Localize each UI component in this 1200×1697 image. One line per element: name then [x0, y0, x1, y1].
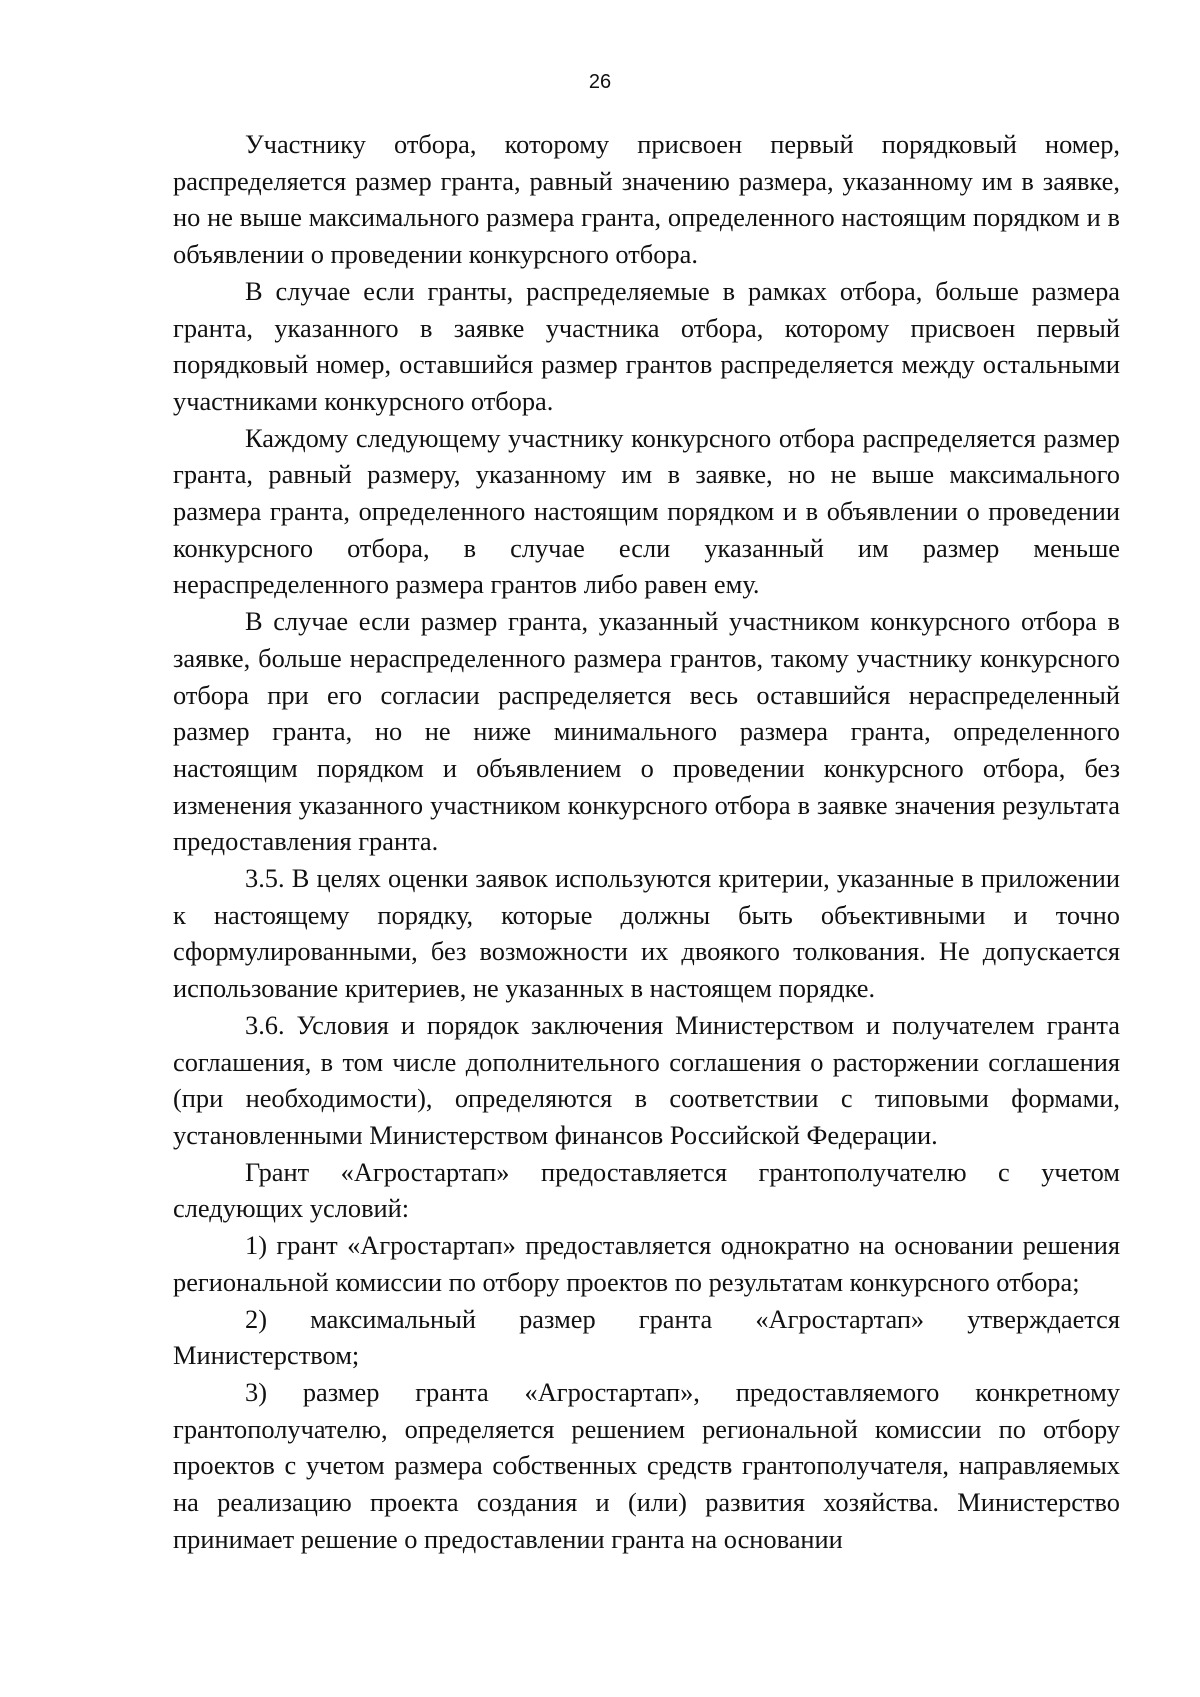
- page-number: 26: [588, 71, 612, 93]
- list-item-condition-3: 3) размер гранта «Агростартап», предоставляемого конкретному грантополучателю, определяется решением региональной комиссии по отбору проектов с учетом размера собственных средств грантополучателя, направляемых на реализацию проекта создания и (или) развития хозяйства. Министерство принимает решение о предоставлении гранта на основании: [173, 1376, 1120, 1554]
- paragraph-insufficient-funds: В случае если размер гранта, указанный участником конкурсного отбора в заявке, больше нераспределенного размера грантов, такому участнику конкурсного отбора при его согласии распределяется весь оставшийся нераспределенный размер гранта, но не ниже минимального размера гранта, определенного настоящим порядком и объявлением о проведении конкурсного отбора, без изменения указанного участником конкурсного отбора в заявке значения результата предоставления гранта.: [173, 606, 1120, 857]
- paragraph-remaining-grants: В случае если гранты, распределяемые в рамках отбора, больше размера гранта, указанного в заявке участника отбора, которому присвоен первый порядковый номер, оставшийся размер грантов распределяется между остальными участниками конкурсного отбора.: [173, 275, 1120, 416]
- list-item-condition-2: 2) максимальный размер гранта «Агростартап» утверждается Министерством;: [173, 1303, 1120, 1371]
- paragraph-first-place-grant: Участнику отбора, которому присвоен первый порядковый номер, распределяется размер гранта, равный значению размера, указанному им в заявке, но не выше максимального размера гранта, определенного настоящим порядком и в объявлении о проведении конкурсного отбора.: [173, 129, 1120, 270]
- paragraph-agrostartup-conditions: Грант «Агростартап» предоставляется грантополучателю с учетом следующих условий:: [173, 1156, 1120, 1224]
- paragraph-3-5-criteria: 3.5. В целях оценки заявок используются критерии, указанные в приложении к настоящему порядку, которые должны быть объективными и точно сформулированными, без возможности их двоякого толкования. Не допускается использование критериев, не указанных в настоящем порядке.: [173, 863, 1120, 1004]
- paragraph-3-6-agreement: 3.6. Условия и порядок заключения Министерством и получателем гранта соглашения, в том числе дополнительного соглашения о расторжении соглашения (при необходимости), определяются в соответствии с типовыми формами, установленными Министерством финансов Российской Федерации.: [173, 1009, 1120, 1150]
- list-item-condition-1: 1) грант «Агростартап» предоставляется однократно на основании решения региональной комиссии по отбору проектов по результатам конкурсного отбора;: [173, 1230, 1120, 1297]
- paragraph-next-participant: Каждому следующему участнику конкурсного отбора распределяется размер гранта, равный размеру, указанному им в заявке, но не выше максимального размера гранта, определенного настоящим порядком и в объявлении о проведении конкурсного отбора, в случае если указанный им размер меньше нераспределенного размера грантов либо равен ему.: [173, 422, 1120, 600]
- document-body: [173, 126, 1120, 1557]
